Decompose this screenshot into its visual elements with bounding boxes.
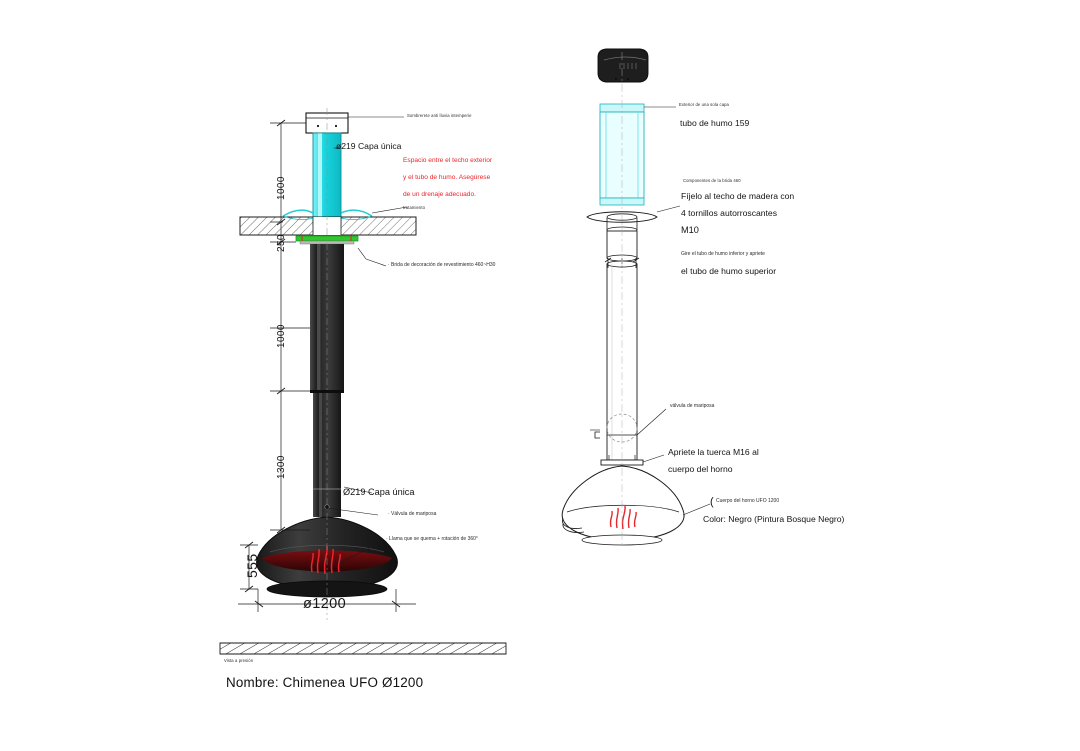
callout-furnace-body: cuerpo del horno: [668, 464, 733, 474]
callout-decor-flange: · Brida de decoración de revestimiento 460~H30: [388, 262, 496, 268]
callout-flame-rotation: · Llama que se quema + rotación de 360°: [386, 536, 478, 542]
dim-diameter-1200: ø1200: [303, 596, 347, 612]
callout-4-self-tapping-screws: 4 tornillos autorroscantes: [681, 208, 778, 218]
callout-rain-cap: Sombrerete anti lluvia intemperie: [407, 113, 472, 118]
callout-single-layer-exterior: Exterior de una sola capa: [679, 102, 729, 107]
dim-555: 555: [244, 553, 260, 578]
red-note-line-1: Espacio entre el techo exterior: [403, 157, 493, 164]
callout-rotate-lower-pipe: Gire el tubo de humo inferior y apriete: [681, 251, 765, 257]
callout-color-black: Color: Negro (Pintura Bosque Negro): [703, 514, 845, 524]
callout-butterfly-valve-left: · Válvula de mariposa: [388, 511, 437, 517]
callout-flange-460-parts: Componentes de la brida 460: [683, 178, 741, 183]
callout-ufo-1200-body: Cuerpo del horno UFO 1200: [716, 498, 780, 504]
red-note-line-2: y el tubo de humo. Asegúrese: [403, 174, 491, 181]
rain-cap-exploded: [598, 49, 648, 82]
ufo-body-exploded: [562, 466, 684, 545]
dim-1300: 1300: [276, 455, 287, 479]
callout-bracket-marker: (: [710, 496, 714, 508]
callout-fix-to-wood-ceiling: Fíjelo al techo de madera con: [681, 191, 795, 201]
callout-flue-159: tubo de humo 159: [680, 118, 750, 128]
red-note-line-3: de un drenaje adecuado.: [403, 191, 476, 198]
callout-m10: M10: [681, 225, 699, 235]
page-title: Nombre: Chimenea UFO Ø1200: [226, 675, 424, 690]
dim-1000-lower: 1000: [276, 324, 287, 348]
callout-upper-pipe: el tubo de humo superior: [681, 266, 777, 276]
callout-treatment: tratamiento: [403, 205, 426, 210]
callout-flue-219-lower: Ø219 Capa única: [343, 487, 415, 497]
dim-250: 250: [276, 234, 287, 252]
callout-butterfly-valve-right: válvula de mariposa: [670, 403, 715, 409]
dim-1000-upper: 1000: [276, 176, 287, 200]
callout-flue-219-upper: ø219 Capa única: [336, 141, 402, 151]
callout-tighten-m16-nut: Apriete la tuerca M16 al: [668, 447, 759, 457]
bottom-note: Vista a presión: [224, 658, 254, 663]
lower-pipe-exploded: [595, 261, 637, 460]
